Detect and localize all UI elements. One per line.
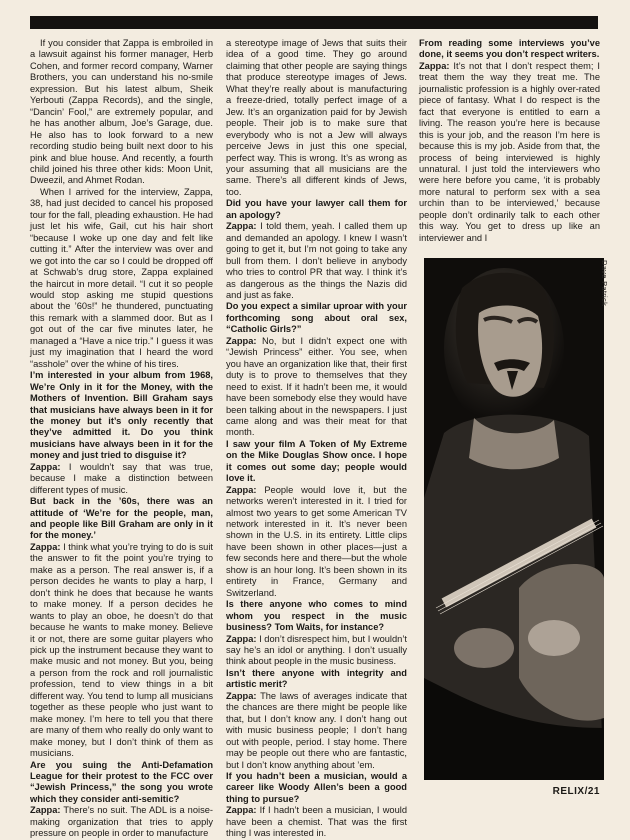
- paragraph-text: If you consider that Zappa is embroiled in a lawsuit against his former manager, Herb Cohen, and former record company, Warner Brothers, you can understand his no-smile expression. But his latest album, Sheik Yerbouti (Zappa Records), and the single, “Dancin’ Fool,” are extremely popular, and he has another album, Joe’s Garage, due. He also has to look forward to a new recording studio being built next door to his pink and blue house. And recently, a fourth child joined his three other kids: Moon Unit, Dweezil, and Ahmet Rodan.: [30, 38, 213, 186]
- paragraph-text: If I hadn’t been a musician, I would have been a chemist. That was the first thing I was interested in.: [226, 805, 407, 839]
- speaker-label: Zappa:: [226, 690, 257, 701]
- paragraph-text: People would love it, but the networks weren’t interested in it. I tried for almost two years to get some American TV network interested in it. It’s never been shown in the U.S. in its entirety. Little clips have been shown in other places—just a few seconds here and there—but the whole show is an hour long. It’s been shown in its entirety in France, Germany and Switzerland.: [226, 484, 407, 598]
- paragraph-text: Isn’t there anyone with integrity and artistic merit?: [226, 667, 407, 690]
- column-3: [419, 38, 600, 244]
- paragraph-text: From reading some interviews you’ve done, it seems you don’t respect writers.: [419, 38, 600, 60]
- interview-question: [226, 771, 407, 805]
- speaker-label: Zappa:: [226, 335, 257, 346]
- interview-answer: [226, 634, 407, 668]
- interview-answer: [226, 221, 407, 301]
- paragraph-text: Is there anyone who comes to mind whom you respect in the music business? Tom Waits, for instance?: [226, 599, 407, 633]
- paragraph-text: I saw your film A Token of My Extreme on the Mike Douglas Show once. I hope it comes out some day; people would love it.: [226, 438, 407, 484]
- body-paragraph: [226, 38, 407, 198]
- paragraph-text: a stereotype image of Jews that suits their idea of a good time. They go around claiming that other people are saying things that produce stereotype images of Jews. What they’re really about is manufacturing a freeze-dried, totally perfect image of a Jew. It’s an organization paid for by Jewish people. Their job is to make sure that everybody who is not a Jew will always perceive Jews in just this one special, perfect way. This is wrong. It’s as wrong as your assuming that all musicians are the same. There’s all different kinds of Jews, too.: [226, 38, 407, 197]
- speaker-label: Zappa:: [30, 461, 61, 472]
- paragraph-text: I don’t disrespect him, but I wouldn’t say he’s an idol or anything. I don’t usually think about people in the music business.: [226, 633, 407, 667]
- paragraph-text: I wouldn’t say that was true, because I make a distinction between different types of music.: [30, 461, 213, 495]
- speaker-label: Zappa:: [30, 541, 61, 552]
- interview-answer: [226, 336, 407, 439]
- paragraph-text: When I arrived for the interview, Zappa, 38, had just decided to cancel his proposed tour for the fall, pleading exhaustion. He had just let his wife, Gail, cut his hair short “because I woke up one day and felt like cutting it.” After the interview was over and we got into the car so I could be dropped off at Schwab’s drug store, Zappa explained the haircut in more detail. “I cut it so people would stop asking me stupid questions about the ’60s!” he thundered, punctuating this remark with a slammed door. But as I got out of the car five minutes later, he managed a “Have a nice trip.” I guess it was just my imagination that I heard the word “asshole” over the whine of his tires.: [30, 186, 213, 369]
- paragraph-text: Do you expect a similar uproar with your forthcoming song about oral sex, “Catholic Girls?”: [226, 301, 407, 335]
- photo-zappa-with-guitar: [424, 258, 604, 780]
- interview-question: [30, 370, 213, 462]
- paragraph-text: The laws of averages indicate that the chances are there might be people like that, but I don’t know any. I don’t hang out with music business people; I don’t hang out with people, period. I stay home. There may be people out there who are fantastic, but I don’t know anything about ’em.: [226, 690, 407, 770]
- column-2: [226, 38, 407, 840]
- interview-answer: [30, 805, 213, 839]
- paragraph-text: I told them, yeah. I called them up and demanded an apology. I knew I wasn’t going to get it, but I’m not going to take any bull from them. I don’t believe in anybody who tries to control PR that way. I think it’s as dangerous as the things the Nazis did and just as fake.: [226, 221, 407, 300]
- interview-question: [226, 599, 407, 633]
- paragraph-text: Are you suing the Anti-Defamation League for their protest to the FCC over “Jewish Princess,” the song you wrote which they consider anti-semitic?: [30, 759, 213, 804]
- page-folio: RELIX/21: [552, 786, 600, 797]
- speaker-label: Zappa:: [419, 60, 450, 71]
- paragraph-text: Did you have your lawyer call them for an apology?: [226, 198, 407, 220]
- paragraph-text: I’m interested in your album from 1968, We’re Only in it for the Money, with the Mothers of Invention. Bill Graham says that musicians have always been in it for the money but it’s only recently that they’ve admitted it. Do you think musicians have always been in it for the money and just tried to disguise it?: [30, 370, 213, 461]
- interview-answer: [30, 462, 213, 496]
- interview-answer: [30, 542, 213, 760]
- speaker-label: Zappa:: [30, 805, 61, 816]
- column-1: [30, 38, 213, 840]
- paragraph-text: If you hadn’t been a musician, would a career like Woody Allen’s been a good thing to pursue?: [226, 771, 407, 804]
- paragraph-text: No, but I didn’t expect one with “Jewish Princess” either. You see, when you have an organization like that, their first duty is to prove to themselves that they need to exist. If it hadn’t been me, it would have been somebody else they would have been talking about in the newspapers. I just came along and was their meat for that month.: [226, 335, 407, 438]
- paragraph-text: There’s no suit. The ADL is a noise-making organization that tries to apply pressure on people in order to manufacture: [30, 805, 213, 839]
- interview-question: [226, 439, 407, 485]
- interview-answer: [226, 805, 407, 839]
- interview-question: [419, 38, 600, 61]
- speaker-label: Zappa:: [226, 484, 257, 495]
- photo-credit: Dave Patrick: [600, 260, 609, 307]
- interview-answer: [226, 485, 407, 600]
- interview-answer: [419, 61, 600, 244]
- interview-question: [30, 760, 213, 806]
- interview-question: [226, 668, 407, 691]
- paragraph-text: But back in the ’60s, there was an attitude of ‘We’re for the people, man, and people like Bill Graham are only in it for the money.’: [30, 496, 213, 541]
- body-paragraph: [30, 38, 213, 187]
- interview-question: [226, 198, 407, 221]
- interview-answer: [226, 691, 407, 771]
- paragraph-text: I think what you’re trying to do is suit the answer to fit the point you’re trying to make as a person. The real answer is, if a person decides he wants to play a harp, I don’t think he does that because he wants to make money. If a person decides he wants to play an oboe, he doesn’t do that because he wants to make money. Believe it or not, there are some guitar players who pick up the instrument because they want to make music and not money. But you, being a person from the rock and roll journalistic profession, tend to view things in a bit different way. You tend to lump all musicians together as these people who just want to make money. I’m here to tell you that there are many of them who really do only want to make money, but I don’t think of them as musicians.: [30, 541, 213, 759]
- interview-question: [226, 301, 407, 335]
- interview-question: [30, 496, 213, 542]
- paragraph-text: It’s not that I don’t respect them; I treat them the way they treat me. The journalistic profession is a highly over-rated piece of fantasy. What I do respect is the fact that everyone is entitled to earn a living. The reason you’re here is because this is your job, and the reason I’m here is because this is my job. Aside from that, the process of being interviewed is highly unnatural. I just told the interviewers who were here before you came, ‘it is probably more natural to perform sex with a sea urchin than to be interviewed,’ because people don’t ordinarily talk to each other this way. You get to dress up like an interviewer and I: [419, 60, 600, 243]
- speaker-label: Zappa:: [226, 633, 257, 644]
- header-rule: [30, 16, 598, 29]
- body-paragraph: [30, 187, 213, 370]
- speaker-label: Zappa:: [226, 221, 257, 232]
- speaker-label: Zappa:: [226, 805, 257, 816]
